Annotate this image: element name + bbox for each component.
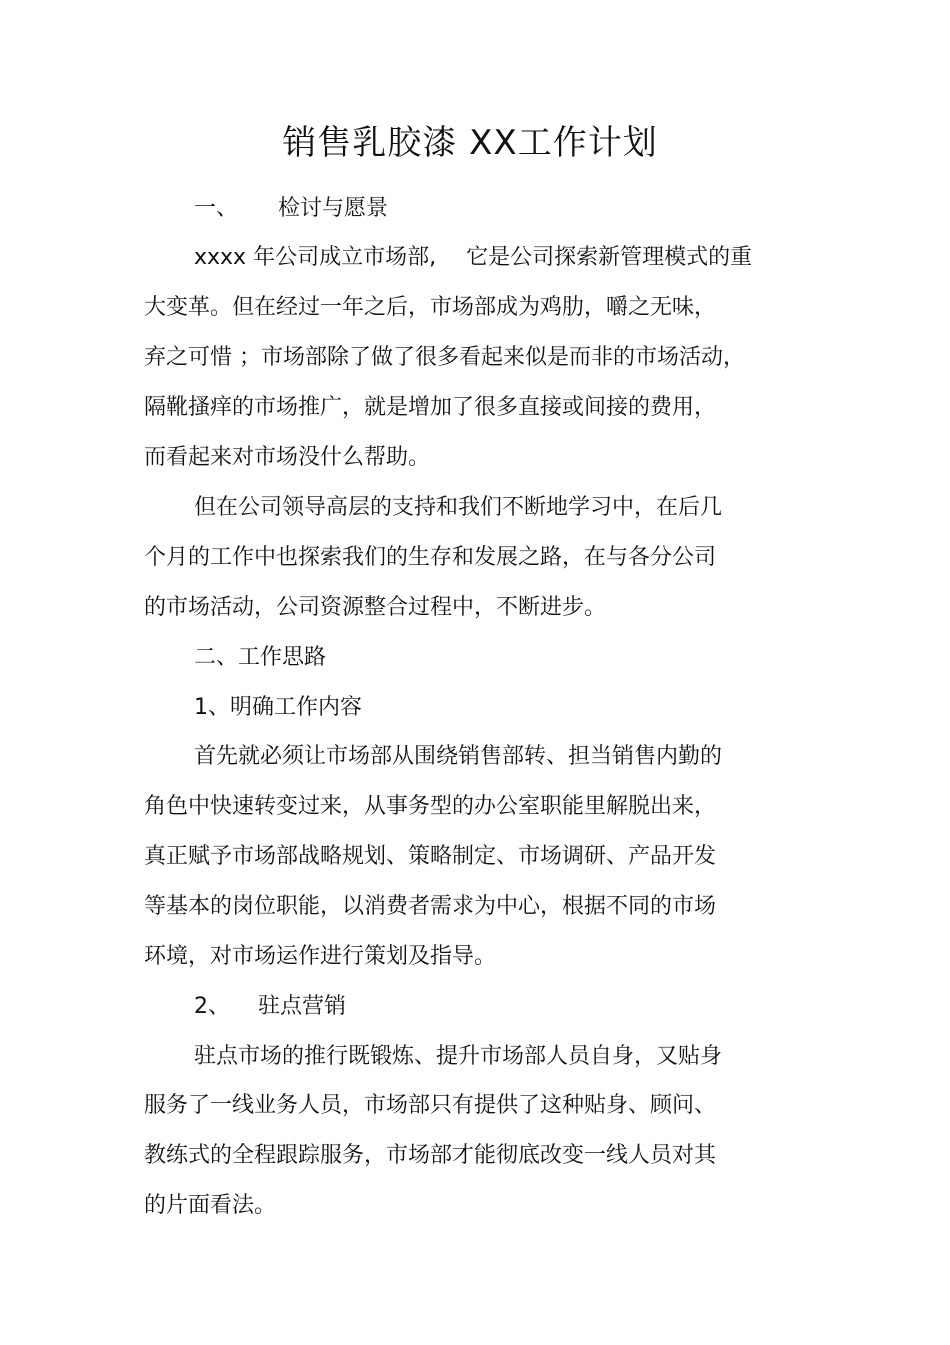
paragraph-2-line-3: 的市场活动，公司资源整合过程中，不断进步。	[144, 595, 607, 620]
paragraph-4-line-2: 服务了一线业务人员，市场部只有提供了这种贴身、顾问、	[144, 1093, 717, 1118]
paragraph-1-line-5: 而看起来对市场没什么帮助。	[144, 445, 431, 470]
paragraph-3-line-3: 真正赋予市场部战略规划、策略制定、市场调研、产品开发	[144, 844, 717, 869]
paragraph-1-line-1a: xxxx 年公司成立市场部,	[194, 245, 437, 270]
paragraph-4-line-1: 驻点市场的推行既锻炼、提升市场部人员自身，又贴身	[194, 1044, 723, 1069]
paragraph-1-line-3: 弃之可惜 ；市场部除了做了很多看起来似是而非的市场活动，	[144, 345, 745, 370]
paragraph-3-line-1: 首先就必须让市场部从围绕销售部转、担当销售内勤的	[194, 744, 723, 769]
section-2-heading: 二、工作思路	[194, 645, 327, 670]
section-2-2-title: 驻点营销	[258, 994, 347, 1019]
section-1-number: 一、	[194, 196, 239, 221]
paragraph-3-line-5: 环境，对市场运作进行策划及指导。	[144, 944, 497, 969]
section-2-2-heading	[194, 992, 346, 1022]
paragraph-1-line-4: 隔靴搔痒的市场推广，就是增加了很多直接或间接的费用，	[144, 395, 717, 420]
section-1-title: 检讨与愿景	[278, 196, 389, 221]
paragraph-3-line-2: 角色中快速转变过来，从事务型的办公室职能里解脱出来，	[144, 794, 717, 819]
section-2-2-number: 2、	[194, 994, 230, 1019]
document-title: 销售乳胶漆 XX工作计划	[282, 123, 658, 163]
paragraph-2-line-2: 个月的工作中也探索我们的生存和发展之路，在与各分公司	[144, 545, 717, 570]
paragraph-1-line-1	[194, 243, 752, 273]
paragraph-2-line-1: 但在公司领导高层的支持和我们不断地学习中，在后几	[194, 495, 723, 520]
paragraph-1-line-2: 大变革。但在经过一年之后，市场部成为鸡肋，嚼之无味，	[144, 295, 717, 320]
paragraph-3-line-4: 等基本的岗位职能，以消费者需求为中心，根据不同的市场	[144, 894, 717, 919]
paragraph-4-line-4: 的片面看法。	[144, 1193, 277, 1218]
paragraph-4-line-3: 教练式的全程跟踪服务，市场部才能彻底改变一线人员对其	[144, 1143, 717, 1168]
paragraph-1-line-1b: 它是公司探索新管理模式的重	[466, 245, 753, 270]
section-1-heading	[194, 194, 388, 224]
section-2-1-heading: 1、明确工作内容	[194, 695, 362, 720]
